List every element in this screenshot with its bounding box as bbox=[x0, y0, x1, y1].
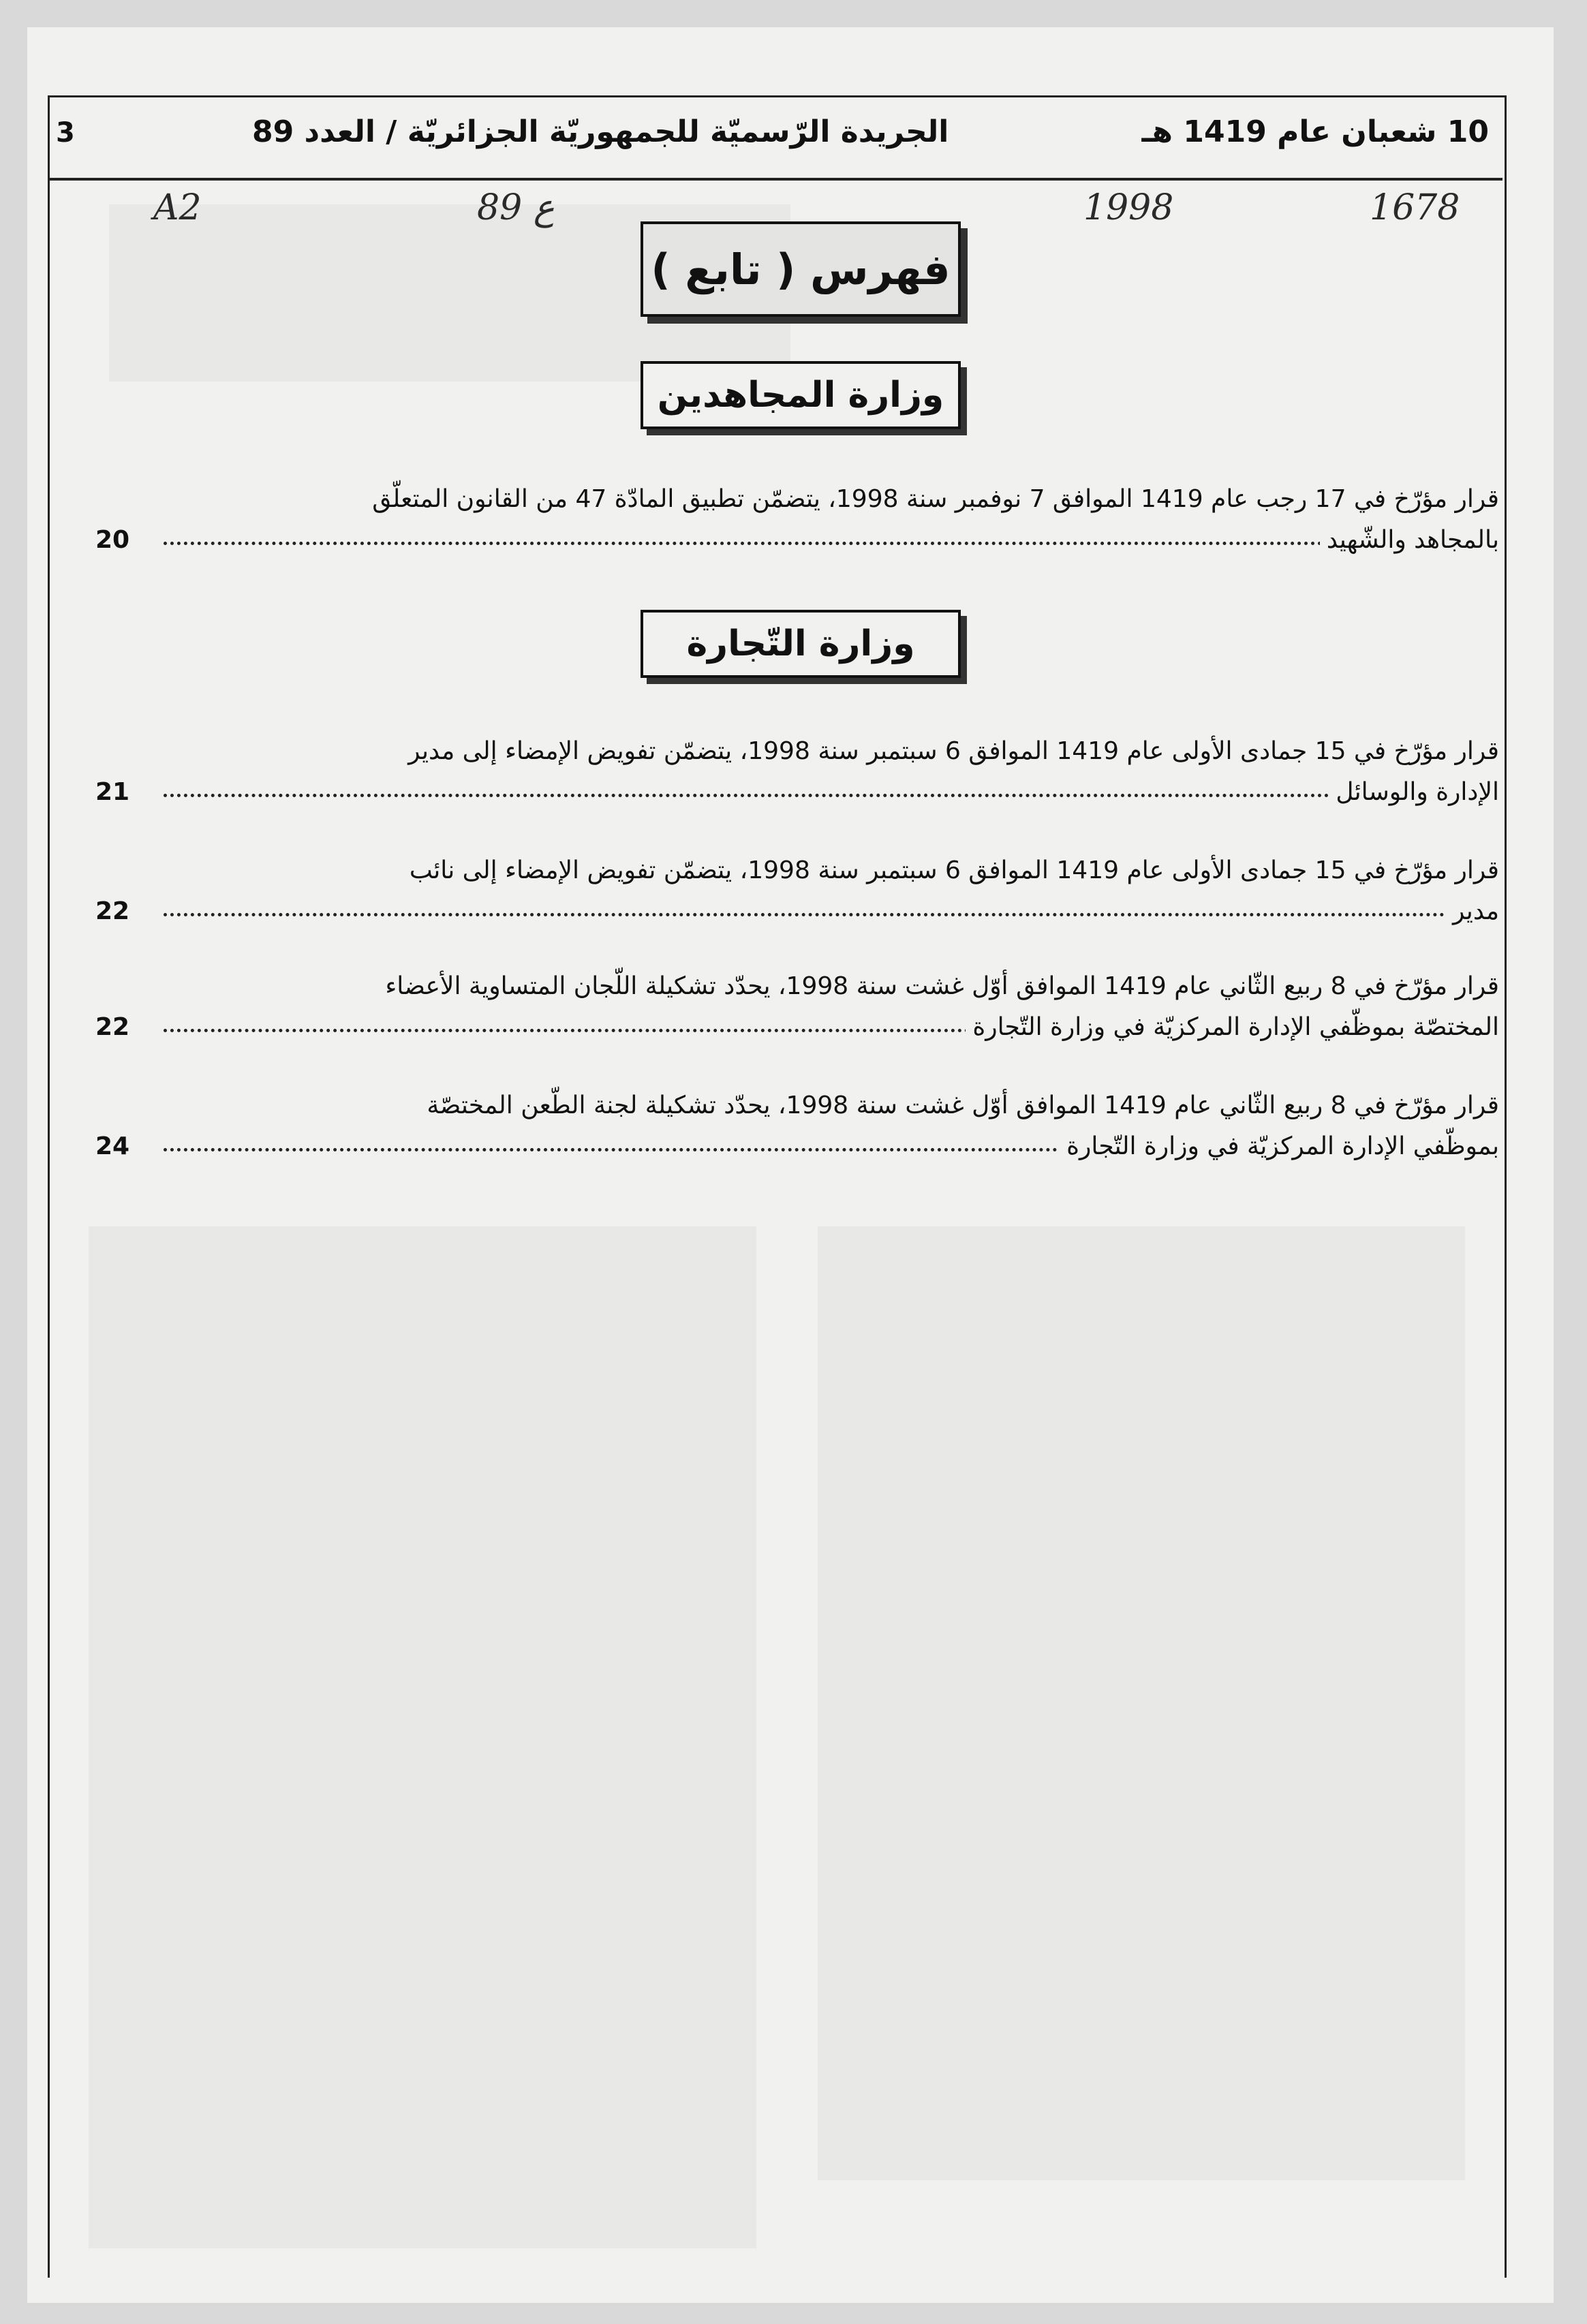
entry-title-continued: الإدارة والوسائل bbox=[1329, 773, 1499, 811]
entry-title: قرار مؤرّخ في 8 ربيع الثّاني عام 1419 الموافق أوّل غشت سنة 1998، يحدّد تشكيلة اللّجان المتساوية الأعضاء bbox=[385, 972, 1499, 1000]
page-number: 3 bbox=[56, 117, 75, 149]
section-heading: وزارة التّجارة bbox=[686, 623, 915, 664]
section-heading-box bbox=[641, 361, 961, 429]
entry-title: قرار مؤرّخ في 17 رجب عام 1419 الموافق 7 نوفمبر سنة 1998، يتضمّن تطبيق المادّة 47 من القانون المتعلّق bbox=[372, 485, 1499, 513]
handwritten-note-left: A2 bbox=[153, 187, 202, 228]
issue-date: 10 شعبان عام 1419 هـ bbox=[1141, 114, 1489, 149]
journal-title: الجريدة الرّسميّة للجمهوريّة الجزائريّة / العدد 89 bbox=[252, 114, 949, 149]
handwritten-note-right: 1678 bbox=[1370, 187, 1460, 228]
dot-leader bbox=[164, 542, 1499, 545]
section-heading-box bbox=[641, 610, 961, 678]
entry-title-continued: مدير bbox=[1446, 893, 1499, 931]
index-entry bbox=[82, 967, 1499, 1047]
page-header bbox=[48, 95, 1503, 181]
entry-page-number: 22 bbox=[95, 893, 135, 931]
entry-page-number: 22 bbox=[95, 1008, 135, 1047]
entry-title: قرار مؤرّخ في 15 جمادى الأولى عام 1419 الموافق 6 سبتمبر سنة 1998، يتضمّن تفويض الإمضاء إلى مدير bbox=[408, 737, 1499, 765]
index-entry bbox=[82, 732, 1499, 811]
entry-page-number: 24 bbox=[95, 1128, 135, 1166]
entry-title-continued: بموظّفي الإدارة المركزيّة في وزارة التّجارة bbox=[1060, 1128, 1499, 1166]
entry-title-continued: المختصّة بموظّفي الإدارة المركزيّة في وزارة التّجارة bbox=[966, 1008, 1499, 1047]
handwritten-note-mid: 89 ع bbox=[477, 187, 555, 228]
index-title-box bbox=[641, 221, 961, 317]
entry-page-number: 21 bbox=[95, 773, 135, 811]
dot-leader bbox=[164, 913, 1499, 916]
index-entry bbox=[82, 480, 1499, 559]
index-entry bbox=[82, 1087, 1499, 1166]
entry-title-continued: بالمجاهد والشّهيد bbox=[1320, 521, 1499, 559]
entry-title: قرار مؤرّخ في 8 ربيع الثّاني عام 1419 الموافق أوّل غشت سنة 1998، يحدّد تشكيلة لجنة الطّعن المختصّة bbox=[427, 1091, 1499, 1119]
dot-leader bbox=[164, 794, 1499, 797]
entry-page-number: 20 bbox=[95, 521, 135, 559]
index-entry bbox=[82, 852, 1499, 931]
section-heading: وزارة المجاهدين bbox=[657, 375, 944, 416]
index-title: فهرس ( تابع ) bbox=[651, 244, 951, 294]
entry-title: قرار مؤرّخ في 15 جمادى الأولى عام 1419 الموافق 6 سبتمبر سنة 1998، يتضمّن تفويض الإمضاء إلى نائب bbox=[409, 856, 1499, 884]
handwritten-note-year: 1998 bbox=[1083, 187, 1174, 228]
